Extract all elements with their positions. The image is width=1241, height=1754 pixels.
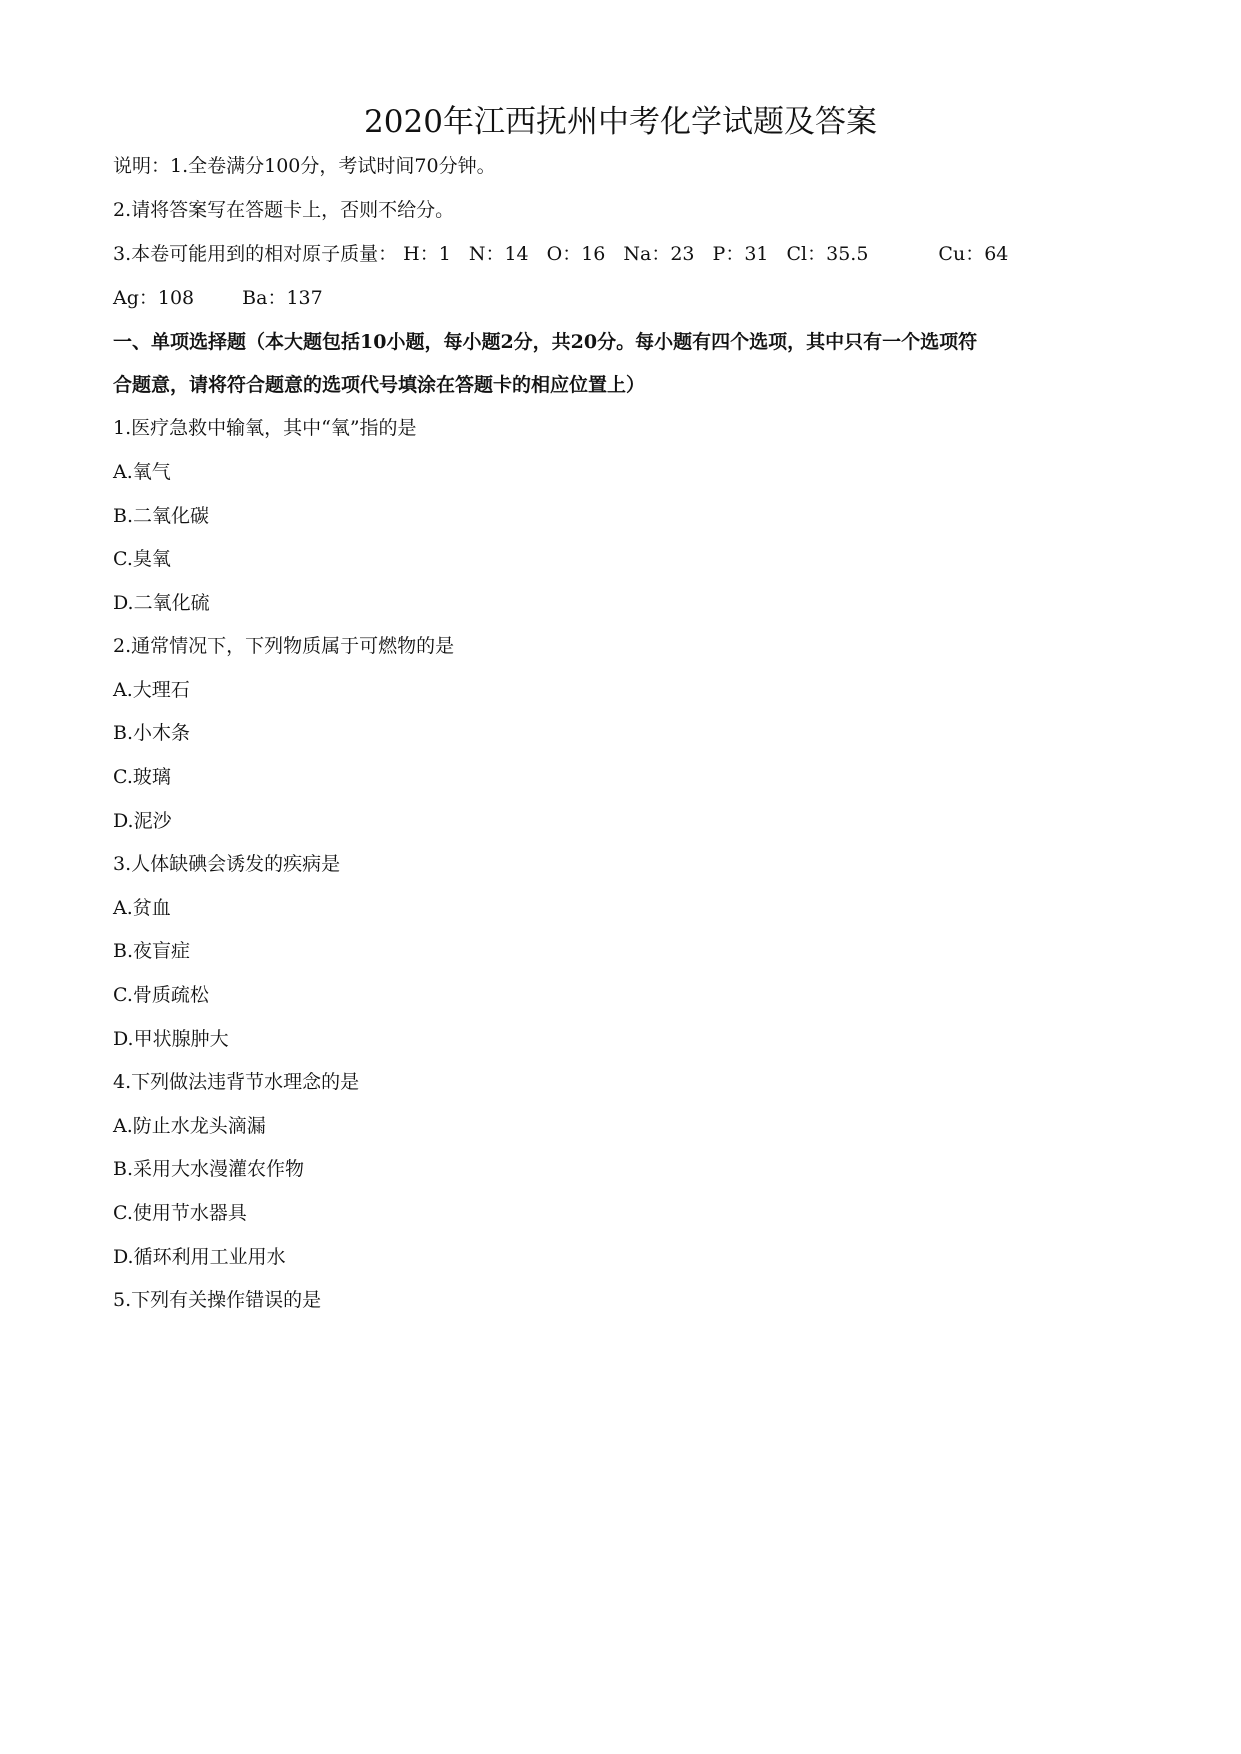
q1-option-b: B.二氧化碳 bbox=[113, 505, 210, 527]
section-heading-continued: 合题意，请将符合题意的选项代号填涂在答题卡的相应位置上） bbox=[113, 374, 646, 396]
question-4: 4.下列做法违背节水理念的是 bbox=[113, 1071, 360, 1093]
q2-option-d: D.泥沙 bbox=[113, 810, 172, 832]
note-3-label: 3.本卷可能用到的相对原子质量： bbox=[113, 243, 398, 265]
mass-cu: Cu：64 bbox=[938, 243, 1009, 265]
mass-cl: Cl：35.5 bbox=[786, 243, 869, 265]
question-2: 2.通常情况下，下列物质属于可燃物的是 bbox=[113, 635, 455, 657]
mass-o: O：16 bbox=[546, 243, 606, 265]
section-heading: 一、单项选择题（本大题包括10小题，每小题2分，共20分。每小题有四个选项，其中只有一个选项符 bbox=[113, 331, 978, 353]
question-3: 3.人体缺碘会诱发的疾病是 bbox=[113, 853, 341, 875]
note-3 bbox=[113, 242, 1026, 266]
q4-option-a: A.防止水龙头滴漏 bbox=[113, 1115, 266, 1137]
q3-option-c: C.骨质疏松 bbox=[113, 984, 209, 1006]
q1-option-d: D.二氧化硫 bbox=[113, 592, 210, 614]
mass-ag: Ag：108 bbox=[113, 287, 195, 309]
page-title: 2020年江西抚州中考化学试题及答案 bbox=[364, 104, 877, 140]
q3-option-a: A.贫血 bbox=[113, 897, 171, 919]
question-1: 1.医疗急救中输氧，其中“氧”指的是 bbox=[113, 417, 417, 439]
note-2: 2.请将答案写在答题卡上，否则不给分。 bbox=[113, 199, 455, 221]
mass-ba: Ba：137 bbox=[242, 287, 323, 309]
q2-option-c: C.玻璃 bbox=[113, 766, 171, 788]
note-1: 说明：1.全卷满分100分，考试时间70分钟。 bbox=[113, 155, 496, 177]
mass-p: P：31 bbox=[712, 243, 769, 265]
question-5: 5.下列有关操作错误的是 bbox=[113, 1289, 322, 1311]
q1-option-c: C.臭氧 bbox=[113, 548, 171, 570]
q4-option-b: B.采用大水漫灌农作物 bbox=[113, 1158, 305, 1180]
q2-option-b: B.小木条 bbox=[113, 722, 191, 744]
q1-option-a: A.氧气 bbox=[113, 461, 171, 483]
q2-option-a: A.大理石 bbox=[113, 679, 190, 701]
q3-option-d: D.甲状腺肿大 bbox=[113, 1028, 229, 1050]
q3-option-b: B.夜盲症 bbox=[113, 940, 191, 962]
mass-n: N：14 bbox=[468, 243, 529, 265]
mass-h: H：1 bbox=[403, 243, 451, 265]
mass-na: Na：23 bbox=[623, 243, 695, 265]
q4-option-d: D.循环利用工业用水 bbox=[113, 1246, 286, 1268]
note-3-continued bbox=[113, 286, 341, 310]
q4-option-c: C.使用节水器具 bbox=[113, 1202, 247, 1224]
